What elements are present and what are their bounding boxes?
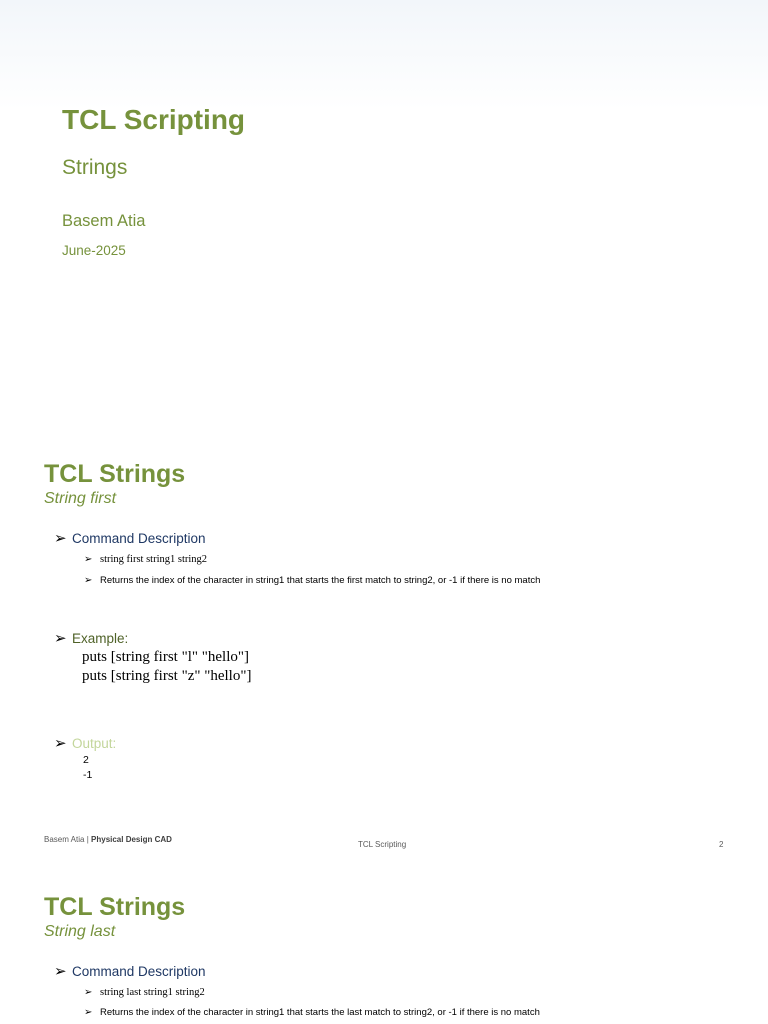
bullet-label: Example: [72,630,129,646]
arrowhead-bullet-icon: ➢ [54,629,67,647]
bullet-label: Command Description [72,530,206,546]
footer-separator: | [86,835,89,844]
command-syntax: string first string1 string2 [100,554,208,565]
arrowhead-bullet-icon: ➢ [54,734,67,752]
arrowhead-bullet-icon: ➢ [84,987,93,998]
slide-title: TCL Strings [44,893,186,921]
bullet-label: Command Description [72,963,206,979]
code-line: puts [string first "l" "hello"] [82,649,249,665]
arrowhead-bullet-icon: ➢ [54,529,67,547]
command-syntax: string last string1 string2 [100,987,205,998]
arrowhead-bullet-icon: ➢ [54,962,67,980]
sub-bullet-description [84,575,540,586]
footer-page-number: 2 [719,840,724,849]
presentation-author: Basem Atia [62,212,146,230]
output-line: -1 [83,769,93,781]
bullet-command-description [54,529,206,547]
footer-org: Physical Design CAD [91,835,172,844]
bullet-label: Output: [72,735,117,751]
bullet-example [54,629,128,647]
code-line: puts [string first "z" "hello"] [82,668,252,684]
footer-author: Basem Atia [44,835,85,844]
slide-subtitle: String first [44,490,117,507]
slide-subtitle: String last [44,923,116,940]
slide-title: TCL Strings [44,460,186,488]
presentation-date: June-2025 [62,243,126,258]
bullet-output [54,734,116,752]
output-line: 2 [83,754,89,766]
command-description: Returns the index of the character in string1 that starts the first match to string2, or -1 if there is no match [100,575,541,586]
arrowhead-bullet-icon: ➢ [84,554,93,565]
title-slide [0,0,768,432]
presentation-title: TCL Scripting [62,104,246,135]
slide-string-last [0,864,768,1024]
slide-string-first [0,432,768,864]
sub-bullet-syntax [84,987,205,998]
bullet-command-description [54,962,206,980]
command-description: Returns the index of the character in string1 that starts the last match to string2, or -1 if there is no match [100,1007,540,1018]
sub-bullet-description [84,1007,540,1018]
presentation-subtitle: Strings [62,156,128,179]
footer-left [44,835,172,844]
footer-center: TCL Scripting [358,840,407,849]
arrowhead-bullet-icon: ➢ [84,1007,93,1018]
arrowhead-bullet-icon: ➢ [84,575,93,586]
sub-bullet-syntax [84,554,207,565]
